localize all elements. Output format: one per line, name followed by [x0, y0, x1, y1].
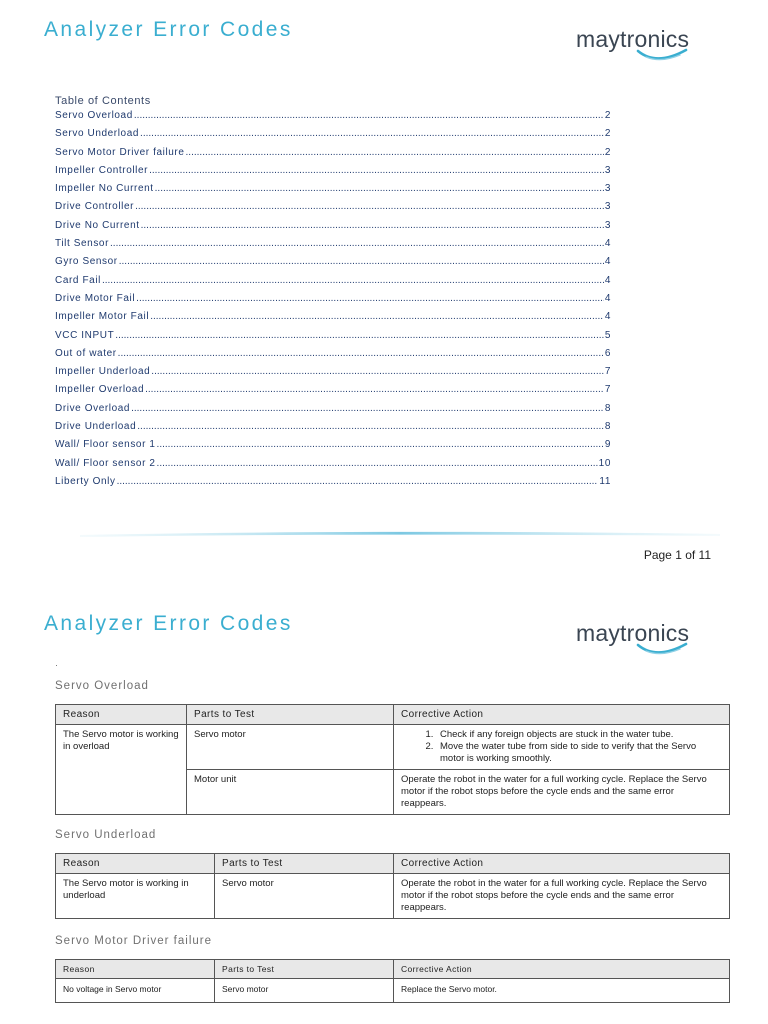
- servo-overload-table: [55, 704, 730, 815]
- col-action: Corrective Action: [394, 854, 730, 874]
- toc-entry-label: Liberty Only: [55, 475, 116, 487]
- toc-entry-label: Servo Motor Driver failure: [55, 146, 185, 158]
- toc-leader-dots: [119, 256, 604, 267]
- page-title-2: Analyzer Error Codes: [44, 612, 293, 635]
- toc-entry[interactable]: [55, 275, 611, 293]
- reason-cell: The Servo motor is working in underload: [56, 874, 215, 919]
- toc-leader-dots: [151, 366, 604, 377]
- toc-entry-page: 11: [599, 475, 611, 487]
- toc-leader-dots: [150, 311, 604, 322]
- toc-entry[interactable]: [55, 110, 611, 128]
- reason-cell: No voltage in Servo motor: [56, 979, 215, 1003]
- parts-cell: Motor unit: [187, 770, 394, 815]
- toc-entry[interactable]: [55, 421, 611, 439]
- logo-text: maytronics: [576, 26, 690, 52]
- toc-entry-page: 7: [604, 366, 611, 378]
- toc-leader-dots: [118, 348, 604, 359]
- stray-dot: ·: [55, 660, 58, 670]
- toc-entry-label: Wall/ Floor sensor 1: [55, 439, 156, 451]
- toc-leader-dots: [157, 439, 604, 450]
- toc-entry[interactable]: [55, 293, 611, 311]
- section-title-servo-underload: Servo Underload: [55, 829, 157, 841]
- toc-entry-label: Drive Overload: [55, 402, 131, 414]
- toc-leader-dots: [145, 384, 604, 395]
- toc-leader-dots: [155, 183, 604, 194]
- toc-entry[interactable]: [55, 256, 611, 274]
- col-action: Corrective Action: [394, 705, 730, 725]
- toc-leader-dots: [157, 458, 598, 469]
- toc-entry[interactable]: [55, 238, 611, 256]
- maytronics-logo: [576, 26, 716, 70]
- toc-entry-page: 4: [604, 311, 611, 323]
- col-reason: Reason: [56, 705, 187, 725]
- servo-driver-failure-table: [55, 959, 730, 1003]
- toc-entry-page: 2: [604, 110, 611, 121]
- logo-wave-icon: [636, 48, 690, 62]
- col-parts: Parts to Test: [215, 960, 394, 979]
- action-step: 2. Move the water tube from side to side to verify that the Servo motor is working smoothly.: [436, 741, 722, 765]
- toc-entry-page: 4: [604, 256, 611, 268]
- toc-entry-page: 8: [604, 402, 611, 414]
- toc-entry-page: 4: [604, 274, 611, 286]
- toc-entry-label: Wall/ Floor sensor 2: [55, 457, 156, 469]
- toc-entry[interactable]: [55, 165, 611, 183]
- toc-entry[interactable]: [55, 201, 611, 219]
- toc-leader-dots: [131, 403, 604, 414]
- parts-cell: Servo motor: [187, 725, 394, 770]
- toc-entry-label: Drive Underload: [55, 421, 137, 433]
- toc-entry-page: 5: [604, 329, 611, 341]
- col-reason: Reason: [56, 960, 215, 979]
- maytronics-logo-2: [576, 620, 716, 664]
- toc-entry[interactable]: [55, 366, 611, 384]
- toc-entry-label: Card Fail: [55, 274, 101, 286]
- col-parts: Parts to Test: [215, 854, 394, 874]
- logo-text-2: maytronics: [576, 620, 690, 646]
- toc-entry-label: Impeller Overload: [55, 384, 145, 396]
- toc-entry[interactable]: [55, 348, 611, 366]
- parts-cell: Servo motor: [215, 874, 394, 919]
- toc-entry-page: 3: [604, 219, 611, 231]
- toc-entry-page: 4: [604, 238, 611, 250]
- servo-underload-table: [55, 853, 730, 919]
- action-step: 1. Check if any foreign objects are stuck in the water tube.: [436, 729, 722, 741]
- toc-entry[interactable]: [55, 330, 611, 348]
- toc-entry[interactable]: [55, 183, 611, 201]
- toc-entry-page: 4: [604, 292, 611, 304]
- toc-entry-page: 8: [604, 421, 611, 433]
- toc-entry[interactable]: [55, 220, 611, 238]
- toc-leader-dots: [134, 110, 604, 121]
- section-title-servo-overload: Servo Overload: [55, 680, 149, 692]
- section-title-servo-driver-failure: Servo Motor Driver failure: [55, 935, 213, 947]
- toc-leader-dots: [149, 165, 604, 176]
- toc-entry[interactable]: [55, 458, 611, 476]
- toc-leader-dots: [117, 476, 599, 487]
- toc-entry[interactable]: [55, 128, 611, 146]
- toc-entry-label: Impeller Controller: [55, 164, 149, 176]
- toc-entry-page: 3: [604, 183, 611, 195]
- toc-leader-dots: [141, 220, 604, 231]
- toc-entry-label: Drive Controller: [55, 201, 135, 213]
- toc-entry-page: 3: [604, 201, 611, 213]
- action-cell: [394, 725, 730, 770]
- action-cell: Replace the Servo motor.: [394, 979, 730, 1003]
- toc-leader-dots: [110, 238, 604, 249]
- reason-cell: The Servo motor is working in overload: [56, 725, 187, 815]
- toc-entry-page: 9: [604, 439, 611, 451]
- toc-entry-label: VCC INPUT: [55, 329, 115, 341]
- toc-leader-dots: [115, 330, 604, 341]
- action-cell: Operate the robot in the water for a full working cycle. Replace the Servo motor if the robot stops before the cycle ends and the same error reappears.: [394, 874, 730, 919]
- col-reason: Reason: [56, 854, 215, 874]
- footer-swoosh: [80, 528, 720, 540]
- table-of-contents: [55, 110, 611, 494]
- toc-entry-page: 2: [604, 146, 611, 158]
- parts-cell: Servo motor: [215, 979, 394, 1003]
- toc-entry-label: Tilt Sensor: [55, 238, 110, 250]
- toc-entry[interactable]: [55, 384, 611, 402]
- toc-leader-dots: [140, 128, 604, 139]
- toc-leader-dots: [186, 147, 604, 158]
- toc-leader-dots: [137, 421, 604, 432]
- toc-entry-label: Impeller Motor Fail: [55, 311, 150, 323]
- toc-entry-page: 7: [604, 384, 611, 396]
- toc-entry-label: Gyro Sensor: [55, 256, 118, 268]
- toc-entry[interactable]: [55, 403, 611, 421]
- toc-entry-label: Impeller Underload: [55, 366, 151, 378]
- page-title: Analyzer Error Codes: [44, 18, 293, 41]
- col-action: Corrective Action: [394, 960, 730, 979]
- toc-entry-page: 6: [604, 347, 611, 359]
- toc-entry[interactable]: [55, 439, 611, 457]
- toc-leader-dots: [135, 201, 604, 212]
- action-cell: Operate the robot in the water for a full working cycle. Replace the Servo motor if the robot stops before the cycle ends and the same error reappears.: [394, 770, 730, 815]
- logo-wave-icon-2: [636, 642, 690, 656]
- page-number: Page 1 of 11: [643, 548, 711, 562]
- toc-entry[interactable]: [55, 147, 611, 165]
- toc-entry-label: Impeller No Current: [55, 183, 154, 195]
- toc-entry-label: Drive Motor Fail: [55, 292, 136, 304]
- toc-entry-page: 3: [604, 164, 611, 176]
- toc-entry-page: 10: [598, 457, 611, 469]
- toc-entry[interactable]: [55, 476, 611, 494]
- col-parts: Parts to Test: [187, 705, 394, 725]
- toc-entry[interactable]: [55, 311, 611, 329]
- toc-entry-label: Servo Underload: [55, 128, 140, 140]
- toc-heading: Table of Contents: [55, 95, 151, 107]
- toc-entry-page: 2: [604, 128, 611, 140]
- toc-entry-label: Drive No Current: [55, 219, 140, 231]
- toc-leader-dots: [136, 293, 604, 304]
- toc-entry-label: Servo Overload: [55, 110, 133, 121]
- toc-entry-label: Out of water: [55, 347, 117, 359]
- toc-leader-dots: [102, 275, 604, 286]
